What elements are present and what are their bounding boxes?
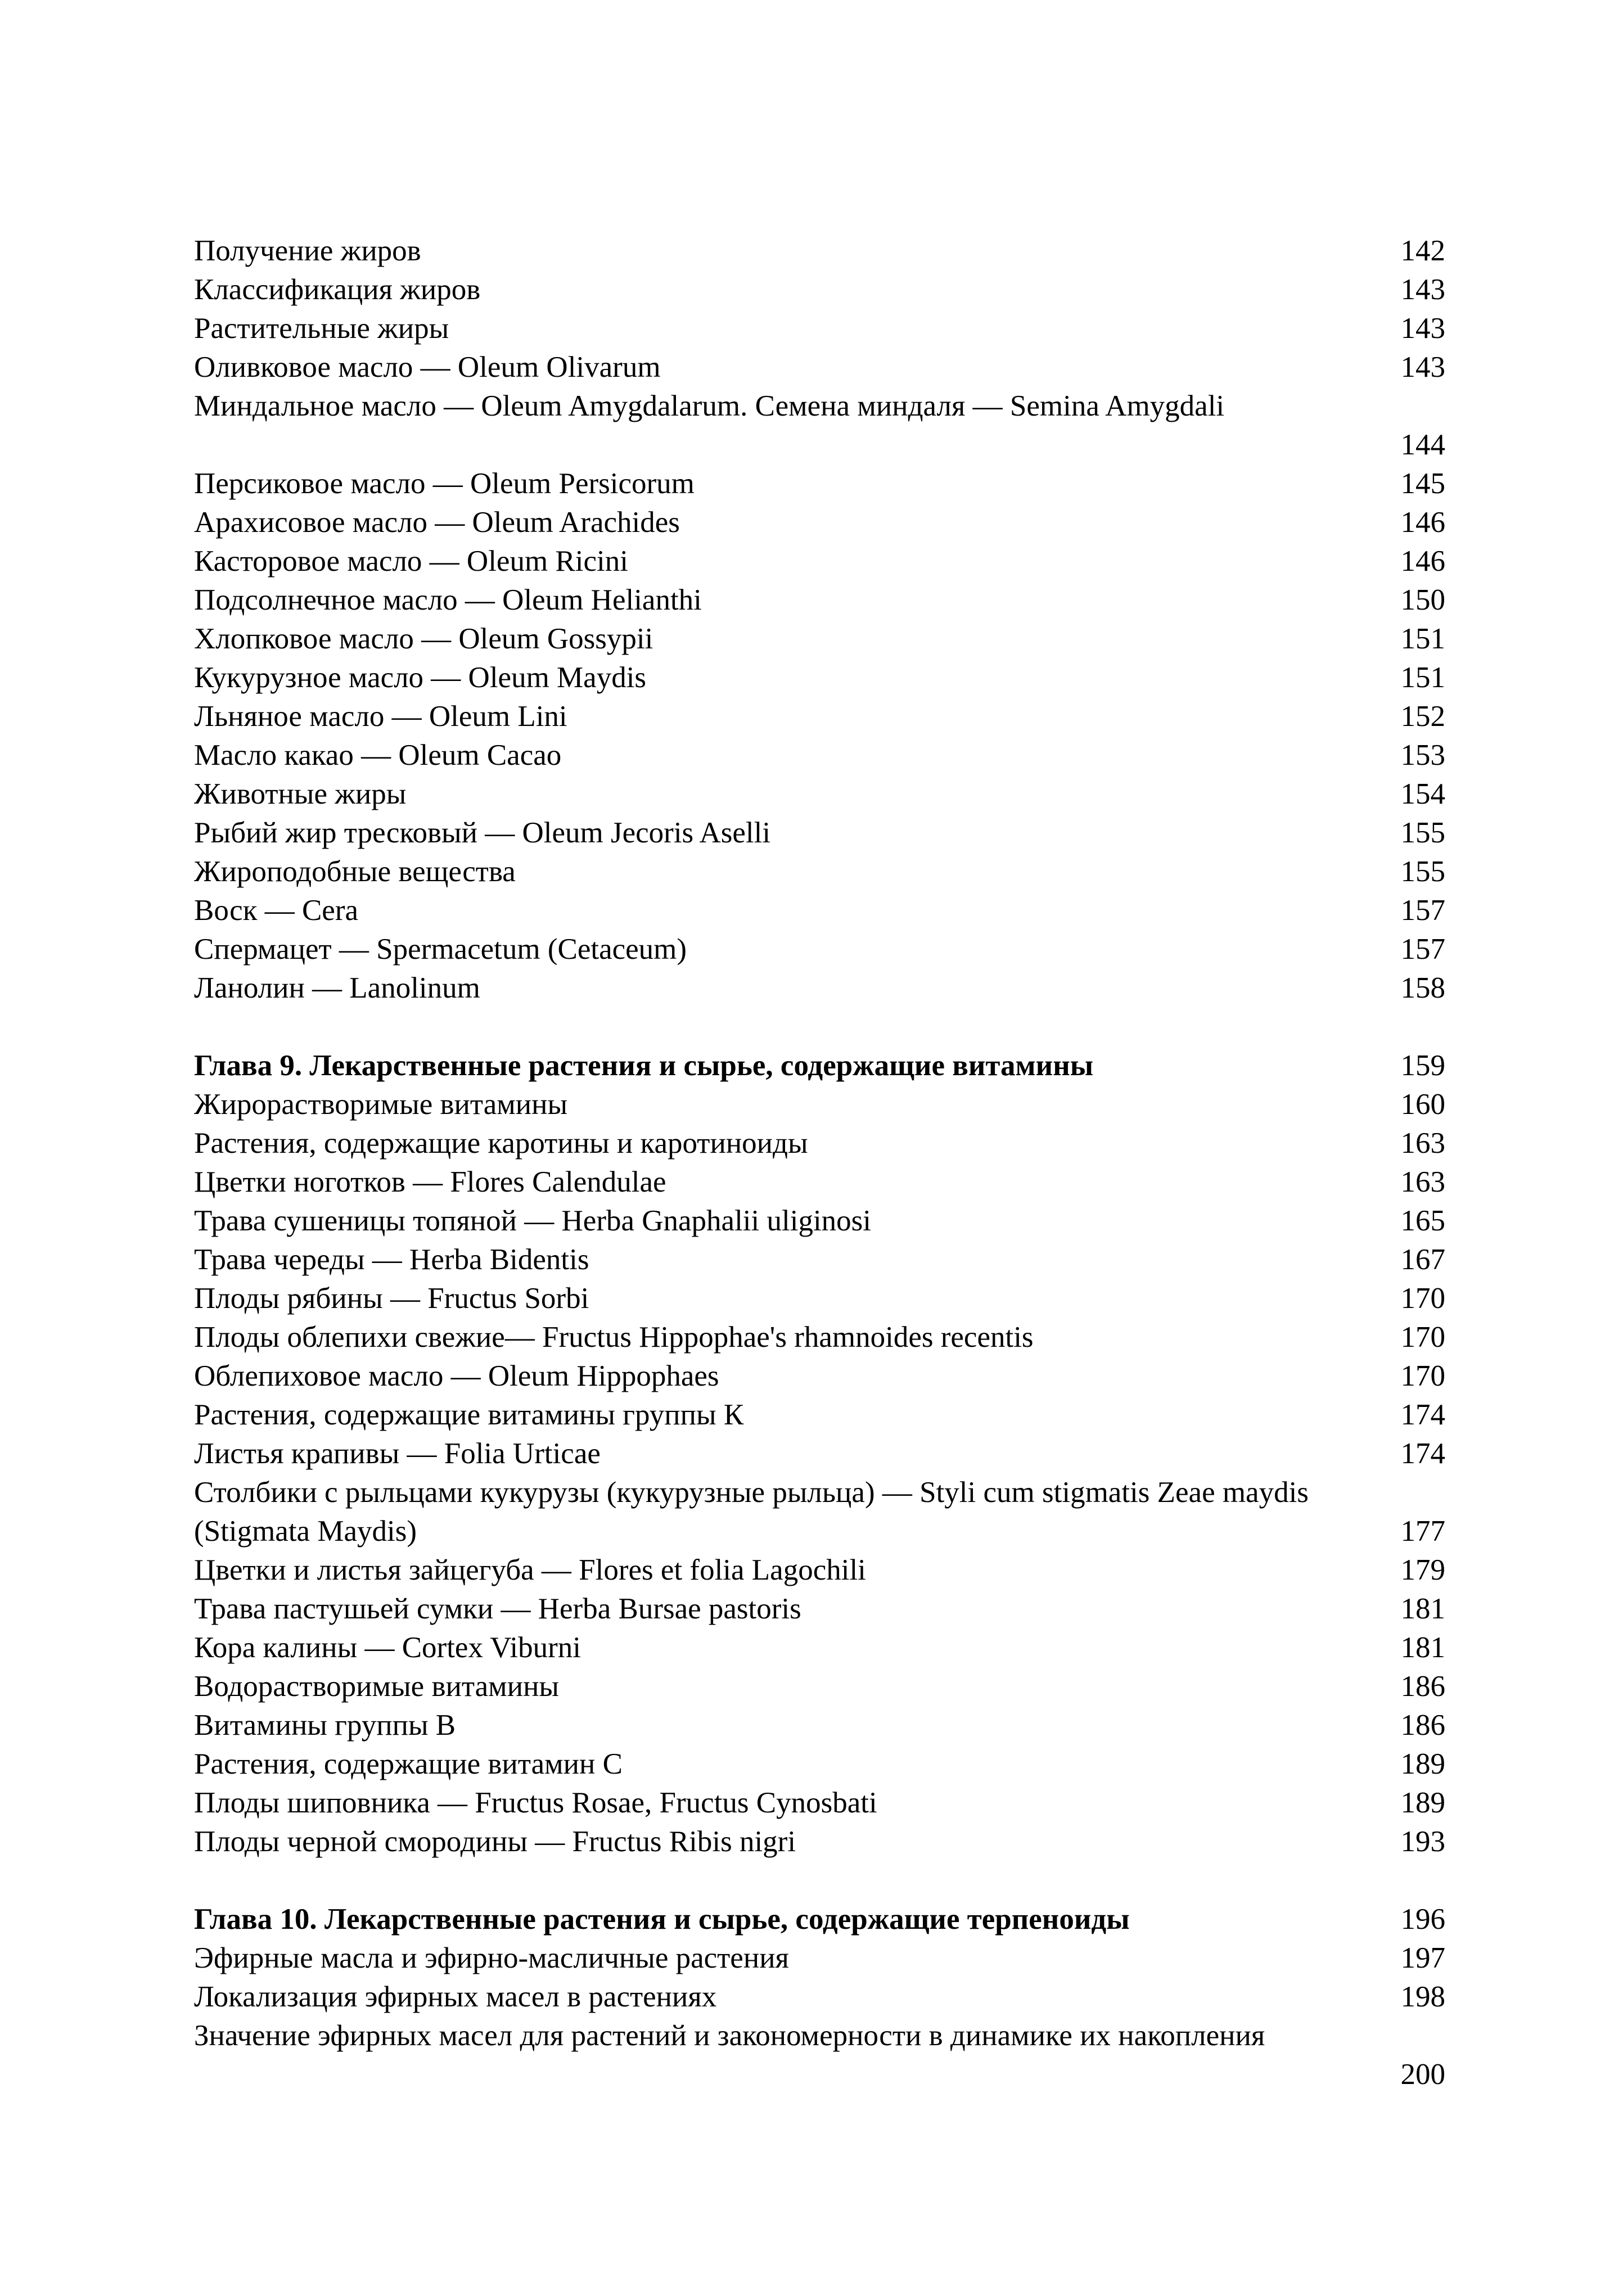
- chapter-heading: [194, 1900, 1445, 1939]
- toc-entry: [194, 736, 1445, 775]
- toc-entry-page: 189: [1400, 1748, 1445, 1780]
- toc-entry-title: Рыбий жир тресковый — Oleum Jecoris Aselli: [194, 817, 771, 849]
- toc-entry-title: Касторовое масло — Oleum Ricini: [194, 545, 628, 578]
- toc-entry: [194, 2017, 1445, 2094]
- toc-entry-title: Плоды рябины — Fructus Sorbi: [194, 1282, 589, 1315]
- toc-entry-title: Облепиховое масло — Oleum Hippophaes: [194, 1360, 719, 1392]
- toc-entry: [194, 891, 1445, 930]
- toc-entry: [194, 814, 1445, 852]
- toc-entry-page: 155: [1400, 855, 1445, 888]
- toc-entry: [194, 1706, 1445, 1745]
- table-of-contents: [194, 232, 1445, 2094]
- toc-entry-title: Оливковое масло — Oleum Olivarum: [194, 351, 661, 384]
- toc-entry-page: 150: [1400, 584, 1445, 616]
- toc-entry: [194, 1279, 1445, 1318]
- toc-entry-page: 174: [1400, 1399, 1445, 1431]
- toc-entry-title: Трава череды — Herba Bidentis: [194, 1243, 589, 1276]
- chapter-title: Глава 10. Лекарственные растения и сырье, содержащие терпеноиды: [194, 1903, 1130, 1936]
- toc-entry-page: 170: [1400, 1321, 1445, 1354]
- toc-entry: [194, 969, 1445, 1008]
- toc-entry-page: 177: [1400, 1515, 1445, 1548]
- toc-entry: [194, 1085, 1445, 1124]
- toc-entry-page: 143: [1400, 351, 1445, 384]
- toc-entry-page: 160: [1400, 1088, 1445, 1121]
- toc-entry-title: Кукурузное масло — Oleum Maydis: [194, 661, 647, 694]
- toc-entry-page: 193: [1400, 1825, 1445, 1858]
- toc-entry-page: 157: [1400, 933, 1445, 966]
- toc-entry-title: Растения, содержащие витамины группы К: [194, 1399, 744, 1431]
- toc-entry-title: Трава пастушьей сумки — Herba Bursae pastoris: [194, 1593, 801, 1625]
- toc-entry-title: Растения, содержащие каротины и каротиноиды: [194, 1127, 808, 1160]
- toc-entry-page: 179: [1400, 1554, 1445, 1586]
- toc-entry-title: Льняное масло — Oleum Lini: [194, 700, 567, 733]
- toc-entry: [194, 1163, 1445, 1202]
- toc-entry-title: Растительные жиры: [194, 312, 449, 345]
- toc-entry-page: 158: [1400, 972, 1445, 1004]
- toc-entry: [194, 1124, 1445, 1163]
- toc-entry-title: Растения, содержащие витамин С: [194, 1748, 623, 1780]
- toc-entry-page: 186: [1400, 1670, 1445, 1703]
- toc-entry: [194, 581, 1445, 620]
- toc-entry-page: 144: [1400, 428, 1445, 461]
- toc-entry-title: Подсолнечное масло — Oleum Helianthi: [194, 584, 702, 616]
- toc-entry: [194, 1784, 1445, 1823]
- toc-entry: [194, 542, 1445, 581]
- toc-entry: [194, 775, 1445, 814]
- toc-entry: [194, 1667, 1445, 1706]
- toc-entry-title: Жирорастворимые витамины: [194, 1088, 568, 1121]
- toc-entry: [194, 1978, 1445, 2017]
- toc-entry-title: Локализация эфирных масел в растениях: [194, 1981, 717, 2013]
- toc-entry-title: Кора калины — Cortex Viburni: [194, 1631, 581, 1664]
- toc-entry-page: 197: [1400, 1942, 1445, 1974]
- chapter-page: 196: [1400, 1903, 1445, 1936]
- toc-entry-page: 163: [1400, 1166, 1445, 1198]
- toc-entry-title: Персиковое масло — Oleum Persicorum: [194, 467, 695, 500]
- toc-entry-title: Плоды черной смородины — Fructus Ribis nigri: [194, 1825, 796, 1858]
- toc-entry-title: Ланолин — Lanolinum: [194, 972, 480, 1004]
- toc-entry-page: 155: [1400, 817, 1445, 849]
- toc-entry: [194, 1435, 1445, 1473]
- toc-entry: [194, 930, 1445, 969]
- toc-entry-page: 174: [1400, 1437, 1445, 1470]
- toc-entry: [194, 852, 1445, 891]
- toc-entry-page: 163: [1400, 1127, 1445, 1160]
- toc-entry-title: Цветки и листья зайцегуба — Flores et folia Lagochili: [194, 1554, 866, 1586]
- toc-entry-page: 165: [1400, 1205, 1445, 1237]
- toc-entry-title: Спермацет — Spermacetum (Cetaceum): [194, 933, 687, 966]
- toc-entry-title: Значение эфирных масел для растений и закономерности в динамике их накопления: [194, 2019, 1265, 2052]
- toc-entry-title: Водорастворимые витамины: [194, 1670, 560, 1703]
- toc-entry-page: 189: [1400, 1787, 1445, 1819]
- toc-entry: [194, 1202, 1445, 1241]
- toc-entry-title: Получение жиров: [194, 234, 421, 267]
- toc-entry: [194, 1823, 1445, 1861]
- toc-entry-title: Классификация жиров: [194, 273, 481, 306]
- toc-entry-page: 198: [1400, 1981, 1445, 2013]
- toc-entry-title: Витамины группы В: [194, 1709, 456, 1742]
- toc-entry-page: 145: [1400, 467, 1445, 500]
- chapter-page: 159: [1400, 1049, 1445, 1082]
- toc-entry-page: 142: [1400, 234, 1445, 267]
- toc-entry-title: Цветки ноготков — Flores Calendulae: [194, 1166, 666, 1198]
- toc-entry: [194, 658, 1445, 697]
- toc-entry: [194, 1357, 1445, 1396]
- chapter-title: Глава 9. Лекарственные растения и сырье, содержащие витамины: [194, 1049, 1094, 1082]
- toc-entry: [194, 503, 1445, 542]
- toc-entry-page: 186: [1400, 1709, 1445, 1742]
- toc-entry-title: Плоды облепихи свежие— Fructus Hippophae's rhamnoides recentis: [194, 1321, 1034, 1354]
- toc-entry-title: Жироподобные вещества: [194, 855, 516, 888]
- toc-entry-title: Арахисовое масло — Oleum Arachides: [194, 506, 680, 539]
- toc-entry-title: Столбики с рыльцами кукурузы (кукурузные рыльца) — Styli cum stigmatis Zeae maydis (Stigmata Maydis): [194, 1476, 1309, 1548]
- toc-entry: [194, 464, 1445, 503]
- toc-entry: [194, 1939, 1445, 1978]
- toc-entry-title: Листья крапивы — Folia Urticae: [194, 1437, 601, 1470]
- toc-entry-page: 143: [1400, 273, 1445, 306]
- toc-entry-page: 170: [1400, 1360, 1445, 1392]
- toc-entry-page: 143: [1400, 312, 1445, 345]
- toc-entry: [194, 1318, 1445, 1357]
- toc-entry-page: 151: [1400, 661, 1445, 694]
- toc-entry: [194, 232, 1445, 270]
- toc-entry-title: Животные жиры: [194, 778, 407, 810]
- toc-entry-page: 181: [1400, 1631, 1445, 1664]
- toc-entry-title: Миндальное масло — Oleum Amygdalarum. Семена миндаля — Semina Amygdali: [194, 390, 1225, 422]
- toc-entry-page: 146: [1400, 506, 1445, 539]
- toc-entry: [194, 309, 1445, 348]
- toc-entry-title: Трава сушеницы топяной — Herba Gnaphalii uliginosi: [194, 1205, 872, 1237]
- toc-entry-title: Эфирные масла и эфирно-масличные растения: [194, 1942, 789, 1974]
- toc-entry: [194, 387, 1445, 464]
- toc-entry-page: 167: [1400, 1243, 1445, 1276]
- toc-entry: [194, 1473, 1445, 1551]
- toc-entry: [194, 270, 1445, 309]
- toc-entry-page: 153: [1400, 739, 1445, 772]
- toc-entry-title: Воск — Cera: [194, 894, 358, 927]
- toc-entry: [194, 697, 1445, 736]
- toc-entry: [194, 620, 1445, 658]
- toc-entry: [194, 1396, 1445, 1435]
- toc-entry-page: 146: [1400, 545, 1445, 578]
- toc-entry: [194, 1241, 1445, 1279]
- toc-entry-page: 170: [1400, 1282, 1445, 1315]
- toc-entry-page: 154: [1400, 778, 1445, 810]
- toc-entry-page: 200: [1400, 2058, 1445, 2091]
- toc-entry-title: Хлопковое масло — Oleum Gossypii: [194, 623, 653, 655]
- toc-entry: [194, 1629, 1445, 1667]
- toc-entry: [194, 1551, 1445, 1590]
- toc-entry-page: 157: [1400, 894, 1445, 927]
- toc-entry: [194, 1745, 1445, 1784]
- toc-entry-page: 151: [1400, 623, 1445, 655]
- toc-entry-title: Масло какао — Oleum Cacao: [194, 739, 562, 772]
- toc-entry-page: 152: [1400, 700, 1445, 733]
- toc-entry: [194, 348, 1445, 387]
- toc-entry: [194, 1590, 1445, 1629]
- chapter-heading: [194, 1046, 1445, 1085]
- toc-entry-title: Плоды шиповника — Fructus Rosae, Fructus Cynosbati: [194, 1787, 877, 1819]
- toc-entry-page: 181: [1400, 1593, 1445, 1625]
